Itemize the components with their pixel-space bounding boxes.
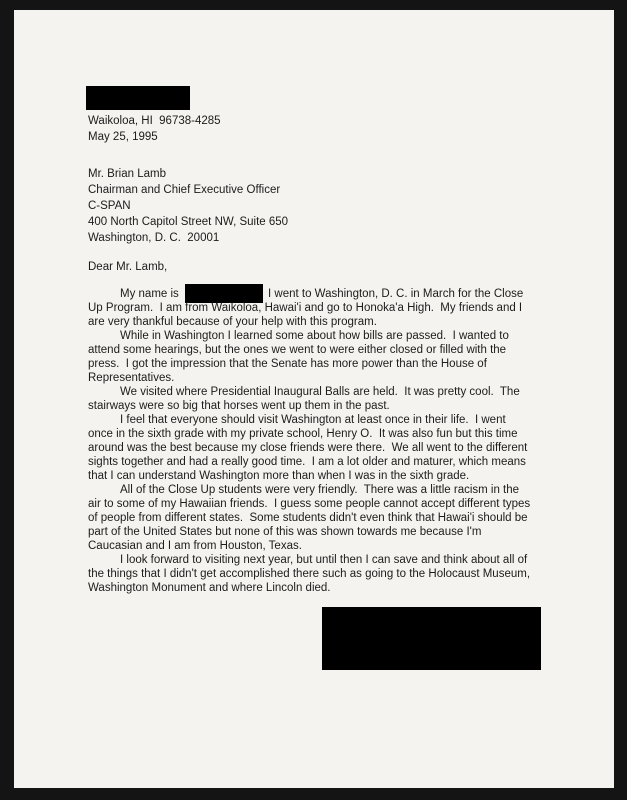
letter-page — [14, 10, 614, 788]
body-line: part of the United States but none of this was shown towards me because I'm — [88, 526, 482, 538]
body-line: around was the best because my close friends were there. We all went to the different — [88, 442, 528, 454]
redacted-writer-name — [185, 284, 263, 303]
recipient-line: Chairman and Chief Executive Officer — [88, 184, 281, 196]
body-line: Representatives. — [88, 372, 175, 384]
body-line: the things that I didn't get accomplished there such as going to the Holocaust Museum, — [88, 568, 531, 580]
body-line: press. I got the impression that the Senate has more power than the House of — [88, 358, 487, 370]
body-line: I look forward to visiting next year, but until then I can save and think about all of — [120, 554, 528, 566]
body-line: stairways were so big that horses went up them in the past. — [88, 400, 390, 412]
salutation: Dear Mr. Lamb, — [88, 261, 168, 273]
redacted-sender-name — [86, 86, 190, 110]
recipient-line: C-SPAN — [88, 200, 131, 212]
body-line: air to some of my Hawaiian friends. I guess some people cannot accept different types — [88, 498, 531, 510]
body-line: of people from different states. Some students didn't even think that Hawai'i should be — [88, 512, 528, 524]
body-line: Up Program. I am from Waikoloa, Hawai'i and go to Honoka'a High. My friends and I — [88, 302, 523, 314]
body-line: All of the Close Up students were very friendly. There was a little racism in the — [120, 484, 520, 496]
recipient-line: Mr. Brian Lamb — [88, 168, 166, 180]
body-line: While in Washington I learned some about how bills are passed. I wanted to — [120, 330, 509, 342]
body-line: attend some hearings, but the ones we went to were either closed or filled with the — [88, 344, 507, 356]
body-line: I went to Washington, D. C. in March for the Close — [268, 288, 524, 300]
recipient-line: Washington, D. C. 20001 — [88, 232, 220, 244]
letter-date: May 25, 1995 — [88, 131, 158, 143]
sender-city-line: Waikoloa, HI 96738-4285 — [88, 115, 221, 127]
body-line: Caucasian and I am from Houston, Texas. — [88, 540, 302, 552]
redacted-signature — [322, 607, 541, 670]
body-line: My name is — [120, 288, 179, 300]
body-line: that I can understand Washington more than when I was in the sixth grade. — [88, 470, 470, 482]
body-line: are very thankful because of your help with this program. — [88, 316, 377, 328]
body-line: We visited where Presidential Inaugural Balls are held. It was pretty cool. The — [120, 386, 520, 398]
body-line: Washington Monument and where Lincoln died. — [88, 582, 331, 594]
body-line: once in the sixth grade with my private school, Henry O. It was also fun but this time — [88, 428, 518, 440]
body-line: sights together and had a really good time. I am a lot older and maturer, which means — [88, 456, 526, 468]
recipient-line: 400 North Capitol Street NW, Suite 650 — [88, 216, 289, 228]
body-line: I feel that everyone should visit Washington at least once in their life. I went — [120, 414, 506, 426]
